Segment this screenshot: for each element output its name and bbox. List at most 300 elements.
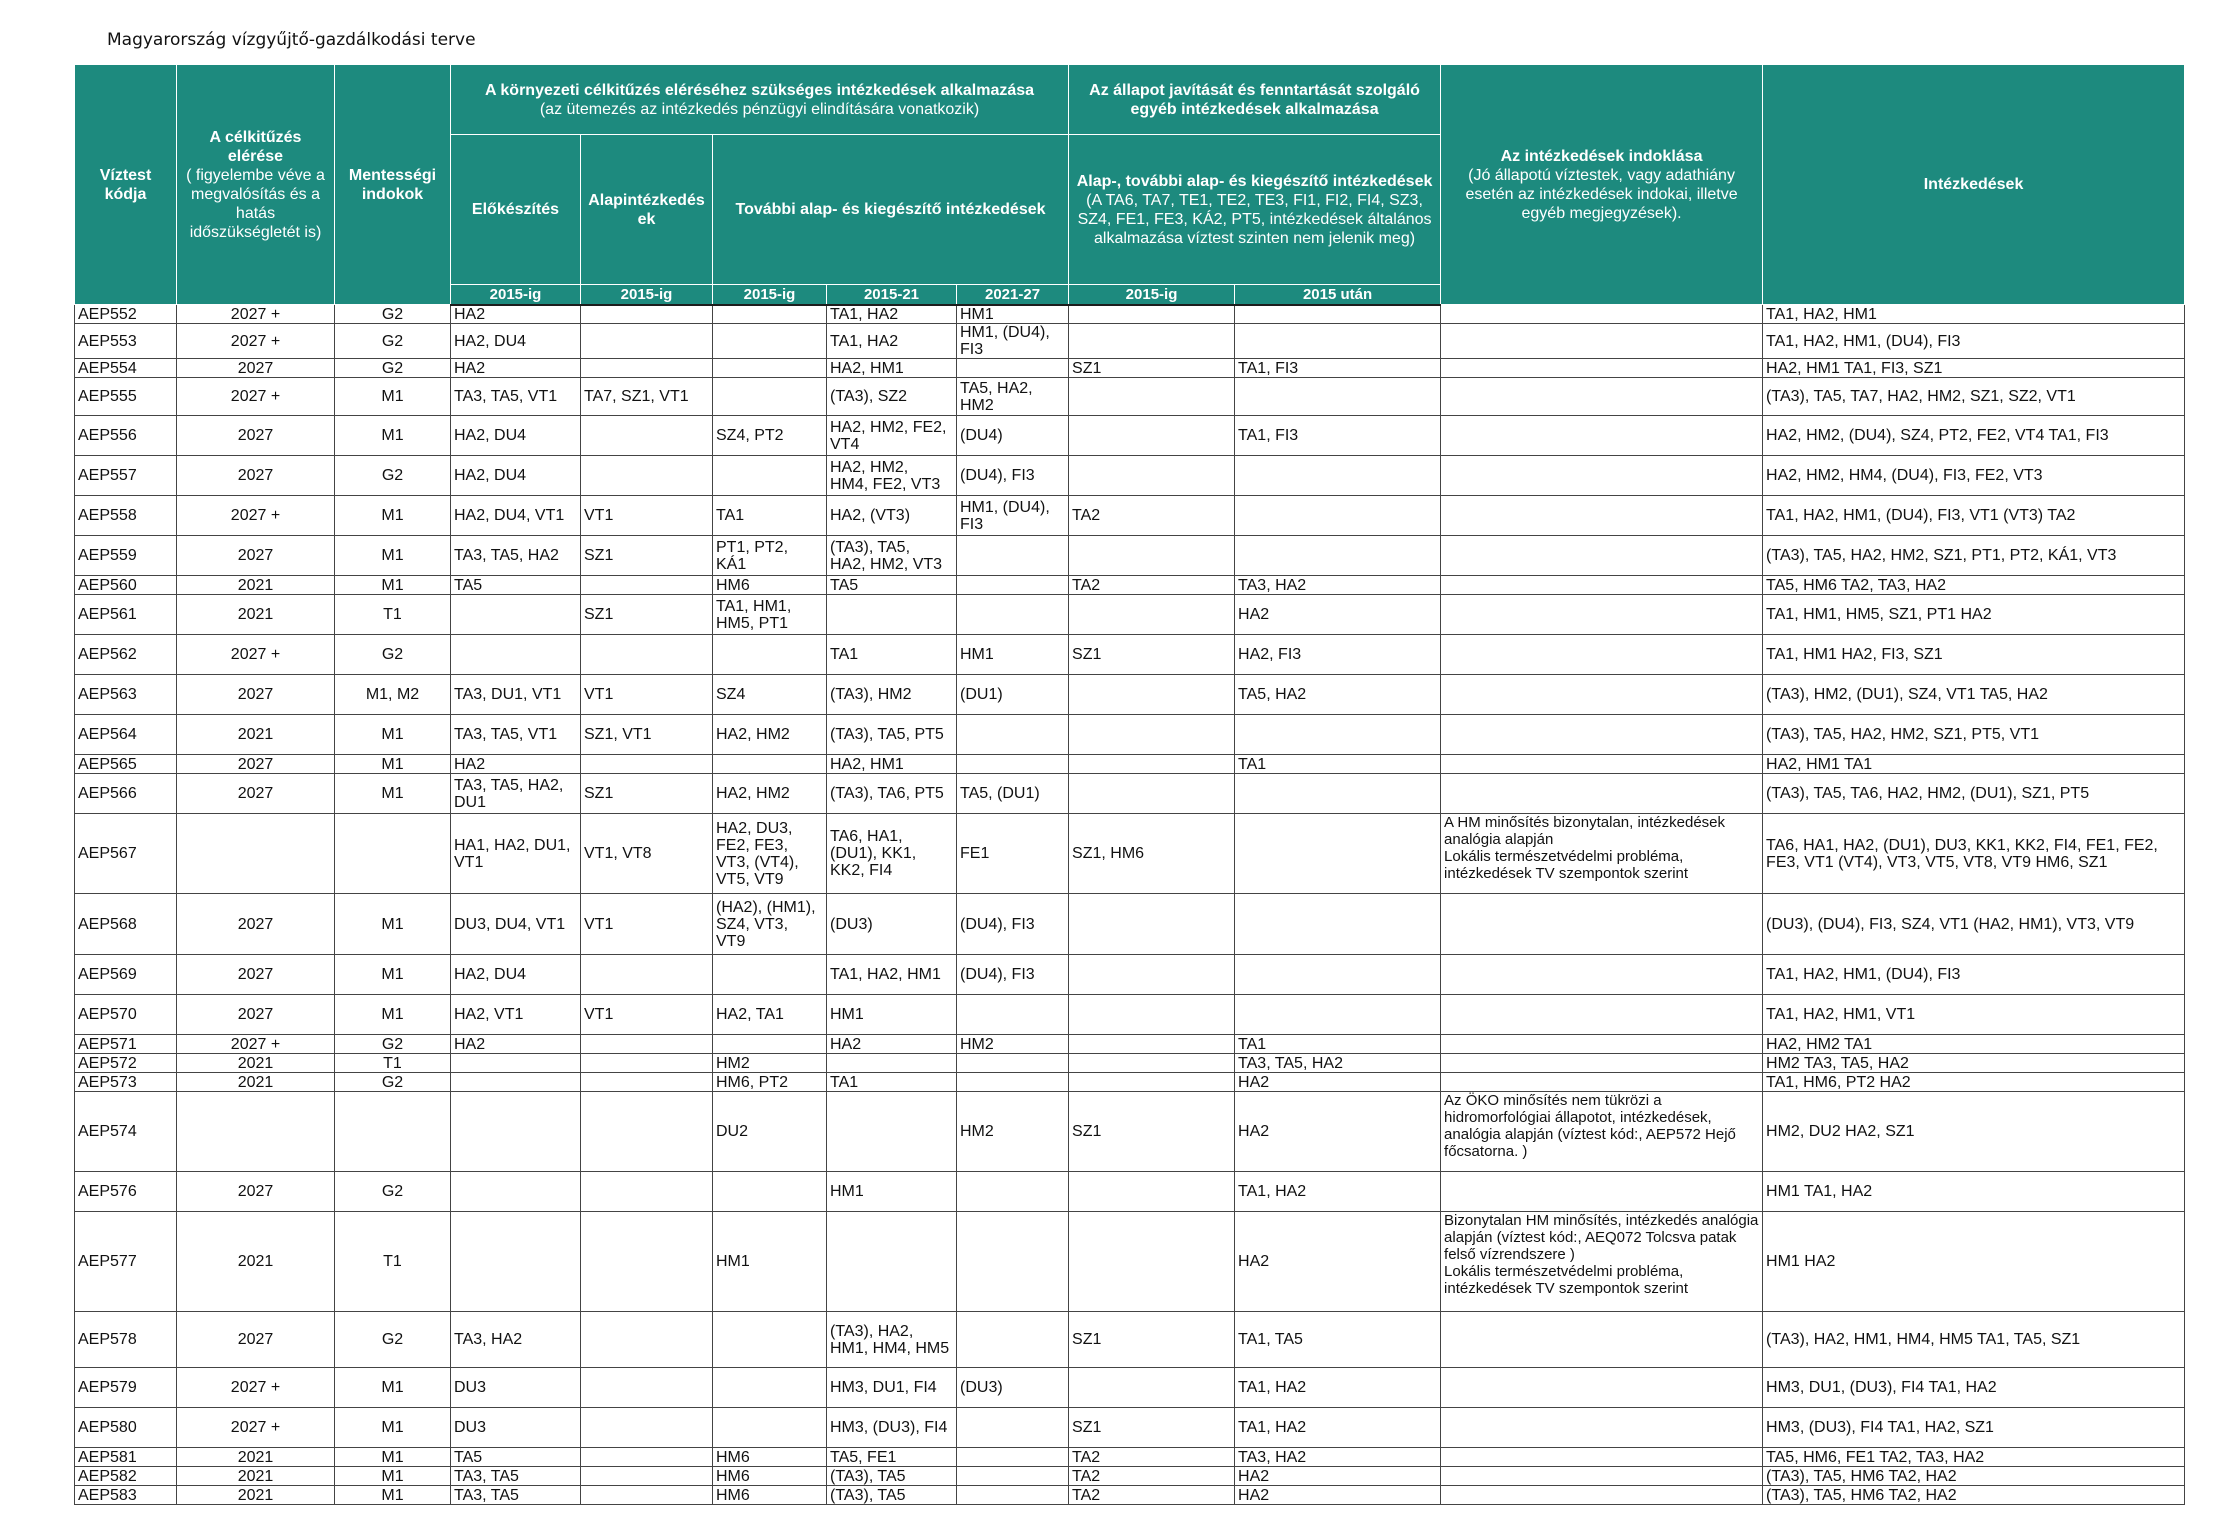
cell-base: SZ1 (581, 774, 713, 814)
cell-exempt: M1 (335, 1368, 451, 1408)
cell-other-2015 (1069, 675, 1235, 715)
cell-further-2021-27 (957, 1054, 1069, 1073)
cell-reason: Az ÖKO minősítés nem tükrözi a hidromorfológiai állapotot, intézkedések, analógia alapján (víztest kód:, AEP572 Hejő főcsatorna. ) (1441, 1092, 1763, 1172)
cell-exempt: G2 (335, 359, 451, 378)
cell-base: VT1 (581, 496, 713, 536)
cell-further-2021-27 (957, 755, 1069, 774)
cell-further-2015: HA2, HM2 (713, 774, 827, 814)
cell-other-after (1235, 536, 1441, 576)
cell-target: 2021 (177, 715, 335, 755)
table-row (75, 416, 2185, 456)
cell-target: 2027 + (177, 1368, 335, 1408)
table-row (75, 1408, 2185, 1448)
cell-base: VT1 (581, 894, 713, 955)
cell-other-2015: SZ1 (1069, 1312, 1235, 1368)
cell-further-2015-21: TA1 (827, 1073, 957, 1092)
cell-base: SZ1 (581, 536, 713, 576)
table-header (75, 65, 2185, 305)
cell-target: 2027 (177, 755, 335, 774)
cell-measures: HM2, DU2 HA2, SZ1 (1763, 1092, 2185, 1172)
cell-exempt: T1 (335, 1212, 451, 1312)
cell-other-2015 (1069, 378, 1235, 416)
cell-reason (1441, 576, 1763, 595)
cell-base: SZ1, VT1 (581, 715, 713, 755)
cell-measures: TA1, HM1, HM5, SZ1, PT1 HA2 (1763, 595, 2185, 635)
cell-code: AEP563 (75, 675, 177, 715)
cell-target: 2027 (177, 456, 335, 496)
header-target-title: A célkitűzés elérése (209, 128, 302, 165)
cell-other-after: TA1 (1235, 755, 1441, 774)
cell-prep: HA2, VT1 (451, 995, 581, 1035)
cell-exempt: G2 (335, 305, 451, 324)
cell-other-after: HA2 (1235, 1486, 1441, 1505)
cell-exempt: M1 (335, 576, 451, 595)
cell-further-2015-21: HA2, HM2, HM4, FE2, VT3 (827, 456, 957, 496)
cell-other-after (1235, 894, 1441, 955)
table-row (75, 305, 2185, 324)
cell-base (581, 1312, 713, 1368)
cell-further-2021-27 (957, 576, 1069, 595)
cell-further-2021-27 (957, 1312, 1069, 1368)
cell-other-2015 (1069, 755, 1235, 774)
cell-measures: (TA3), TA5, TA6, HA2, HM2, (DU1), SZ1, PT5 (1763, 774, 2185, 814)
cell-prep: TA3, TA5, HA2, DU1 (451, 774, 581, 814)
table-row (75, 1054, 2185, 1073)
cell-further-2015-21: (TA3), TA5, PT5 (827, 715, 957, 755)
cell-further-2015: SZ4 (713, 675, 827, 715)
cell-base (581, 1073, 713, 1092)
cell-other-after (1235, 955, 1441, 995)
cell-prep: TA3, HA2 (451, 1312, 581, 1368)
cell-further-2021-27: (DU4), FI3 (957, 894, 1069, 955)
table-row (75, 774, 2185, 814)
cell-other-after: TA3, HA2 (1235, 576, 1441, 595)
cell-measures: HA2, HM1 TA1, FI3, SZ1 (1763, 359, 2185, 378)
cell-exempt: M1 (335, 755, 451, 774)
cell-further-2015-21: (TA3), HA2, HM1, HM4, HM5 (827, 1312, 957, 1368)
cell-measures: TA1, HM6, PT2 HA2 (1763, 1073, 2185, 1092)
cell-exempt: M1 (335, 995, 451, 1035)
cell-further-2021-27 (957, 536, 1069, 576)
header-year-further-2021-27: 2021-27 (957, 285, 1069, 305)
cell-further-2015 (713, 635, 827, 675)
cell-other-2015 (1069, 1073, 1235, 1092)
cell-prep: TA3, TA5 (451, 1467, 581, 1486)
cell-target: 2021 (177, 1054, 335, 1073)
cell-measures: HM1 HA2 (1763, 1212, 2185, 1312)
cell-further-2021-27 (957, 1408, 1069, 1448)
cell-target: 2027 (177, 894, 335, 955)
cell-target: 2027 (177, 359, 335, 378)
cell-target: 2027 + (177, 635, 335, 675)
cell-code: AEP577 (75, 1212, 177, 1312)
cell-code: AEP558 (75, 496, 177, 536)
cell-exempt (335, 1092, 451, 1172)
table-row (75, 378, 2185, 416)
cell-code: AEP579 (75, 1368, 177, 1408)
cell-further-2015 (713, 305, 827, 324)
cell-other-after: TA1, HA2 (1235, 1408, 1441, 1448)
cell-code: AEP582 (75, 1467, 177, 1486)
cell-target: 2021 (177, 1073, 335, 1092)
cell-reason (1441, 1467, 1763, 1486)
cell-base (581, 576, 713, 595)
cell-further-2015: HM6 (713, 1486, 827, 1505)
header-year-base: 2015-ig (581, 285, 713, 305)
cell-code: AEP554 (75, 359, 177, 378)
cell-exempt: T1 (335, 1054, 451, 1073)
cell-further-2015: (HA2), (HM1), SZ4, VT3, VT9 (713, 894, 827, 955)
cell-code: AEP566 (75, 774, 177, 814)
cell-target: 2027 + (177, 378, 335, 416)
cell-further-2015: TA1 (713, 496, 827, 536)
cell-measures: (TA3), HA2, HM1, HM4, HM5 TA1, TA5, SZ1 (1763, 1312, 2185, 1368)
cell-further-2021-27 (957, 1467, 1069, 1486)
header-prep: Előkészítés (451, 135, 581, 285)
cell-other-2015 (1069, 1172, 1235, 1212)
cell-code: AEP567 (75, 814, 177, 894)
cell-further-2015 (713, 1312, 827, 1368)
cell-other-after: HA2 (1235, 1212, 1441, 1312)
cell-base (581, 1212, 713, 1312)
cell-further-2015-21: HA2, HM2, FE2, VT4 (827, 416, 957, 456)
cell-further-2015: PT1, PT2, KÁ1 (713, 536, 827, 576)
table-row (75, 496, 2185, 536)
cell-other-after: TA1, FI3 (1235, 416, 1441, 456)
cell-target (177, 1092, 335, 1172)
cell-other-after: HA2 (1235, 1073, 1441, 1092)
cell-further-2015: SZ4, PT2 (713, 416, 827, 456)
cell-reason (1441, 1486, 1763, 1505)
cell-reason (1441, 378, 1763, 416)
cell-exempt: M1 (335, 536, 451, 576)
cell-other-2015 (1069, 1368, 1235, 1408)
cell-exempt: M1 (335, 1467, 451, 1486)
cell-further-2015-21 (827, 1212, 957, 1312)
cell-prep: TA5 (451, 576, 581, 595)
cell-prep: HA2 (451, 1035, 581, 1054)
cell-further-2015-21: (TA3), HM2 (827, 675, 957, 715)
cell-measures: TA1, HM1 HA2, FI3, SZ1 (1763, 635, 2185, 675)
cell-other-after: HA2, FI3 (1235, 635, 1441, 675)
cell-further-2015 (713, 1035, 827, 1054)
cell-prep (451, 635, 581, 675)
cell-further-2015: TA1, HM1, HM5, PT1 (713, 595, 827, 635)
cell-base (581, 635, 713, 675)
table-row (75, 359, 2185, 378)
cell-measures: (TA3), HM2, (DU1), SZ4, VT1 TA5, HA2 (1763, 675, 2185, 715)
cell-code: AEP581 (75, 1448, 177, 1467)
table-row (75, 1073, 2185, 1092)
header-target-sub: ( figyelembe véve a megvalósítás és a hatás időszükségletét is) (186, 166, 325, 241)
cell-other-after (1235, 995, 1441, 1035)
cell-target: 2027 (177, 1172, 335, 1212)
cell-code: AEP569 (75, 955, 177, 995)
table-row (75, 1212, 2185, 1312)
cell-base (581, 955, 713, 995)
header-reason-sub: (Jó állapotú víztestek, vagy adathiány esetén az intézkedések indokai, illetve egyéb megjegyzések). (1465, 166, 1738, 222)
cell-other-2015: SZ1, HM6 (1069, 814, 1235, 894)
cell-target: 2027 (177, 1312, 335, 1368)
cell-further-2021-27 (957, 595, 1069, 635)
cell-measures: TA1, HA2, HM1, (DU4), FI3, VT1 (VT3) TA2 (1763, 496, 2185, 536)
cell-other-after (1235, 378, 1441, 416)
cell-other-2015 (1069, 324, 1235, 359)
cell-other-after: TA3, HA2 (1235, 1448, 1441, 1467)
cell-other-2015: SZ1 (1069, 1092, 1235, 1172)
cell-reason (1441, 416, 1763, 456)
table-row (75, 576, 2185, 595)
cell-exempt: M1 (335, 955, 451, 995)
cell-other-2015 (1069, 894, 1235, 955)
cell-further-2021-27: HM1, (DU4), FI3 (957, 496, 1069, 536)
cell-reason (1441, 755, 1763, 774)
cell-base (581, 1448, 713, 1467)
table-row (75, 1092, 2185, 1172)
cell-measures: (TA3), TA5, HA2, HM2, SZ1, PT5, VT1 (1763, 715, 2185, 755)
cell-prep (451, 1212, 581, 1312)
cell-measures: TA6, HA1, HA2, (DU1), DU3, KK1, KK2, FI4, FE1, FE2, FE3, VT1 (VT4), VT3, VT5, VT8, VT9 HM6, SZ1 (1763, 814, 2185, 894)
cell-other-2015 (1069, 1212, 1235, 1312)
cell-further-2015: DU2 (713, 1092, 827, 1172)
cell-other-2015: TA2 (1069, 576, 1235, 595)
table-row (75, 324, 2185, 359)
cell-other-2015 (1069, 715, 1235, 755)
cell-code: AEP572 (75, 1054, 177, 1073)
cell-code: AEP562 (75, 635, 177, 675)
cell-prep (451, 1172, 581, 1212)
header-other-sub-title: Alap-, további alap- és kiegészítő intézkedések (1076, 172, 1433, 190)
cell-other-after (1235, 774, 1441, 814)
table-row (75, 755, 2185, 774)
cell-further-2015 (713, 456, 827, 496)
cell-exempt: G2 (335, 456, 451, 496)
cell-further-2021-27: (DU4), FI3 (957, 456, 1069, 496)
table-body (75, 305, 2185, 1505)
cell-further-2015: HM2 (713, 1054, 827, 1073)
header-group-env (451, 65, 1069, 135)
cell-base (581, 1092, 713, 1172)
cell-base (581, 1368, 713, 1408)
header-year-prep: 2015-ig (451, 285, 581, 305)
header-further: További alap- és kiegészítő intézkedések (713, 135, 1069, 285)
cell-further-2015: HA2, DU3, FE2, FE3, VT3, (VT4), VT5, VT9 (713, 814, 827, 894)
table-row (75, 675, 2185, 715)
cell-code: AEP561 (75, 595, 177, 635)
cell-further-2015-21: TA1, HA2 (827, 305, 957, 324)
cell-target: 2021 (177, 1448, 335, 1467)
cell-further-2015 (713, 324, 827, 359)
cell-exempt (335, 814, 451, 894)
cell-measures: HA2, HM2 TA1 (1763, 1035, 2185, 1054)
cell-exempt: G2 (335, 1312, 451, 1368)
cell-code: AEP574 (75, 1092, 177, 1172)
cell-reason (1441, 1035, 1763, 1054)
table-row (75, 456, 2185, 496)
cell-measures: TA5, HM6 TA2, TA3, HA2 (1763, 576, 2185, 595)
cell-base (581, 305, 713, 324)
cell-prep: HA2, DU4 (451, 456, 581, 496)
cell-code: AEP553 (75, 324, 177, 359)
cell-further-2015-21: TA5, FE1 (827, 1448, 957, 1467)
cell-other-after (1235, 814, 1441, 894)
cell-further-2021-27: (DU3) (957, 1368, 1069, 1408)
cell-reason (1441, 536, 1763, 576)
cell-exempt: M1 (335, 894, 451, 955)
cell-base (581, 416, 713, 456)
cell-target: 2027 + (177, 1408, 335, 1448)
cell-prep: DU3, DU4, VT1 (451, 894, 581, 955)
cell-base: VT1 (581, 995, 713, 1035)
cell-other-2015: SZ1 (1069, 635, 1235, 675)
cell-reason (1441, 324, 1763, 359)
cell-further-2021-27 (957, 1486, 1069, 1505)
cell-measures: HM1 TA1, HA2 (1763, 1172, 2185, 1212)
cell-other-after: TA5, HA2 (1235, 675, 1441, 715)
cell-measures: TA5, HM6, FE1 TA2, TA3, HA2 (1763, 1448, 2185, 1467)
cell-further-2021-27 (957, 1172, 1069, 1212)
cell-further-2021-27 (957, 359, 1069, 378)
cell-code: AEP568 (75, 894, 177, 955)
cell-further-2021-27: TA5, HA2, HM2 (957, 378, 1069, 416)
cell-exempt: M1 (335, 715, 451, 755)
cell-base (581, 456, 713, 496)
table-row (75, 715, 2185, 755)
header-other-sub (1069, 135, 1441, 285)
cell-further-2015: HA2, HM2 (713, 715, 827, 755)
cell-other-after: HA2 (1235, 1092, 1441, 1172)
cell-further-2015-21: (TA3), TA6, PT5 (827, 774, 957, 814)
cell-further-2015: HM6 (713, 1467, 827, 1486)
cell-reason (1441, 595, 1763, 635)
table-row (75, 1448, 2185, 1467)
cell-other-2015: SZ1 (1069, 1408, 1235, 1448)
cell-other-2015 (1069, 595, 1235, 635)
cell-further-2021-27 (957, 1448, 1069, 1467)
cell-prep: HA2, DU4 (451, 324, 581, 359)
table-row (75, 1172, 2185, 1212)
header-target (177, 65, 335, 305)
cell-further-2015-21: HA2, (VT3) (827, 496, 957, 536)
header-year-further-2015: 2015-ig (713, 285, 827, 305)
header-year-other-after: 2015 után (1235, 285, 1441, 305)
cell-further-2015-21: TA5 (827, 576, 957, 595)
cell-other-after: TA1 (1235, 1035, 1441, 1054)
cell-code: AEP573 (75, 1073, 177, 1092)
cell-exempt: G2 (335, 635, 451, 675)
cell-further-2015 (713, 1408, 827, 1448)
cell-other-after: HA2 (1235, 595, 1441, 635)
cell-other-2015: TA2 (1069, 496, 1235, 536)
cell-exempt: G2 (335, 1035, 451, 1054)
cell-prep: HA2 (451, 359, 581, 378)
cell-target: 2027 (177, 995, 335, 1035)
page-title: Magyarország vízgyűjtő-gazdálkodási terve (107, 30, 476, 50)
cell-exempt: M1 (335, 1448, 451, 1467)
cell-further-2021-27: HM1 (957, 635, 1069, 675)
cell-base (581, 359, 713, 378)
measures-table-wrapper (74, 64, 2184, 1505)
cell-target: 2021 (177, 1467, 335, 1486)
table-row (75, 995, 2185, 1035)
cell-exempt: M1 (335, 774, 451, 814)
cell-measures: HA2, HM2, HM4, (DU4), FI3, FE2, VT3 (1763, 456, 2185, 496)
cell-exempt: G2 (335, 1172, 451, 1212)
cell-base (581, 1035, 713, 1054)
cell-other-after: HA2 (1235, 1467, 1441, 1486)
cell-exempt: M1 (335, 1486, 451, 1505)
header-reason-title: Az intézkedések indoklása (1500, 147, 1703, 165)
cell-further-2015-21 (827, 1092, 957, 1172)
cell-prep: HA2 (451, 305, 581, 324)
cell-other-2015 (1069, 1054, 1235, 1073)
cell-target: 2021 (177, 595, 335, 635)
header-year-other-2015: 2015-ig (1069, 285, 1235, 305)
cell-other-after (1235, 456, 1441, 496)
table-row (75, 1368, 2185, 1408)
cell-exempt: M1 (335, 416, 451, 456)
cell-other-2015 (1069, 955, 1235, 995)
header-code: Víztest kódja (75, 65, 177, 305)
cell-code: AEP583 (75, 1486, 177, 1505)
cell-target: 2021 (177, 1486, 335, 1505)
cell-further-2015 (713, 378, 827, 416)
cell-further-2021-27: (DU1) (957, 675, 1069, 715)
cell-reason (1441, 995, 1763, 1035)
cell-measures: HM3, (DU3), FI4 TA1, HA2, SZ1 (1763, 1408, 2185, 1448)
cell-code: AEP564 (75, 715, 177, 755)
cell-further-2021-27: (DU4), FI3 (957, 955, 1069, 995)
cell-prep: TA3, TA5, VT1 (451, 715, 581, 755)
cell-further-2021-27: (DU4) (957, 416, 1069, 456)
table-row (75, 635, 2185, 675)
cell-further-2021-27 (957, 995, 1069, 1035)
cell-base (581, 1172, 713, 1212)
cell-further-2021-27: HM1 (957, 305, 1069, 324)
cell-reason (1441, 1172, 1763, 1212)
cell-reason (1441, 1368, 1763, 1408)
cell-prep: HA1, HA2, DU1, VT1 (451, 814, 581, 894)
cell-reason (1441, 715, 1763, 755)
cell-prep: TA3, TA5, HA2 (451, 536, 581, 576)
cell-exempt: T1 (335, 595, 451, 635)
cell-further-2015-21: (DU3) (827, 894, 957, 955)
cell-prep (451, 1073, 581, 1092)
cell-further-2015-21 (827, 595, 957, 635)
cell-other-after (1235, 715, 1441, 755)
cell-code: AEP560 (75, 576, 177, 595)
cell-further-2015: HM6 (713, 576, 827, 595)
cell-further-2015: HM1 (713, 1212, 827, 1312)
cell-other-2015: TA2 (1069, 1467, 1235, 1486)
cell-code: AEP555 (75, 378, 177, 416)
header-group-other: Az állapot javítását és fenntartását szolgáló egyéb intézkedések alkalmazása (1069, 65, 1441, 135)
cell-code: AEP559 (75, 536, 177, 576)
cell-other-2015: TA2 (1069, 1486, 1235, 1505)
cell-further-2021-27 (957, 1212, 1069, 1312)
cell-code: AEP565 (75, 755, 177, 774)
cell-target: 2027 + (177, 305, 335, 324)
cell-code: AEP552 (75, 305, 177, 324)
cell-reason: A HM minősítés bizonytalan, intézkedések analógia alapján Lokális természetvédelmi probléma, intézkedések TV szempontok szerint (1441, 814, 1763, 894)
cell-further-2015-21: HM1 (827, 1172, 957, 1212)
measures-table (74, 64, 2185, 1505)
cell-other-after: TA1, FI3 (1235, 359, 1441, 378)
cell-measures: (TA3), TA5, HM6 TA2, HA2 (1763, 1467, 2185, 1486)
cell-target: 2027 + (177, 324, 335, 359)
cell-other-2015 (1069, 536, 1235, 576)
cell-reason (1441, 1312, 1763, 1368)
